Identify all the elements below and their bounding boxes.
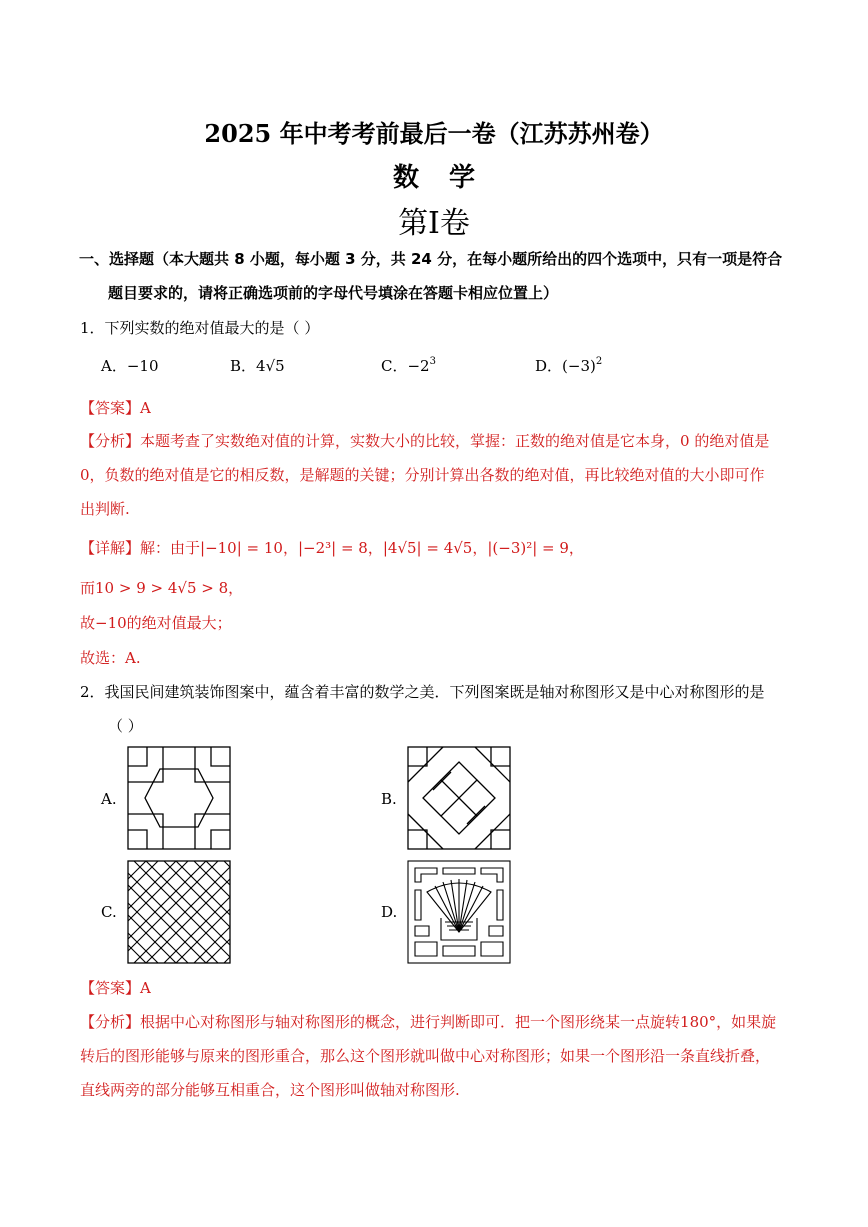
q2-option-c-label: C. bbox=[101, 903, 117, 921]
q2-analysis-line2: 转后的图形能够与原来的图形重合，那么这个图形就叫做中心对称图形；如果一个图形沿一条直线折叠， bbox=[80, 1047, 771, 1065]
subject-title: 数学 bbox=[392, 163, 505, 193]
q1-option-d-exp: 2 bbox=[595, 356, 603, 367]
q1-analysis-line3: 出判断. bbox=[80, 500, 130, 518]
q2-analysis-line1 bbox=[80, 1011, 776, 1032]
q1-option-b bbox=[230, 355, 285, 376]
q1-option-a-label: A． bbox=[101, 357, 127, 375]
q2-option-b-figure bbox=[407, 746, 511, 850]
q2-option-a-label: A. bbox=[101, 790, 117, 808]
q1-option-b-value: 4√5 bbox=[256, 357, 285, 375]
q2-stem-line1: 2．我国民间建筑装饰图案中，蕴含着丰富的数学之美．下列图案既是轴对称图形又是中心对称图形的是 bbox=[80, 683, 765, 701]
q1-analysis-text1: 本题考查了实数绝对值的计算，实数大小的比较，掌握：正数的绝对值是它本身，0 的绝对值是 bbox=[140, 432, 770, 450]
q1-detail-line2: 而10 > 9 > 4√5 > 8， bbox=[80, 579, 244, 597]
q2-answer: 【答案】A bbox=[80, 979, 151, 997]
q1-analysis-line1 bbox=[80, 430, 769, 451]
q1-detail-tag: 【详解】 bbox=[80, 539, 141, 557]
q1-detail-text1: 解：由于|−10| = 10，|−2³| = 8，|4√5| = 4√5，|(−3)²| = 9， bbox=[140, 539, 584, 557]
q1-option-d bbox=[535, 355, 602, 376]
section-heading-line2: 题目要求的，请将正确选项前的字母代号填涂在答题卡相应位置上） bbox=[108, 284, 559, 302]
q1-analysis-tag: 【分析】 bbox=[80, 432, 141, 450]
q2-option-c-figure bbox=[127, 860, 231, 964]
q2-option-b-label: B. bbox=[381, 790, 397, 808]
q2-option-d-figure bbox=[407, 860, 511, 964]
q2-option-a-figure bbox=[127, 746, 231, 850]
q1-option-c-label: C． bbox=[381, 357, 408, 375]
q1-option-c-value: −2 bbox=[407, 357, 430, 375]
q1-option-a bbox=[101, 355, 159, 376]
q1-option-d-value: (−3) bbox=[562, 357, 596, 375]
q1-detail-line1 bbox=[80, 537, 584, 558]
q1-detail-line4: 故选：A. bbox=[80, 649, 141, 667]
q2-option-d-label: D. bbox=[381, 903, 398, 921]
q1-option-d-label: D． bbox=[535, 357, 563, 375]
page-title: 2025 年中考考前最后一卷（江苏苏州卷） bbox=[204, 119, 664, 148]
q1-option-b-label: B． bbox=[230, 357, 257, 375]
q2-stem-line2: （ ） bbox=[108, 717, 143, 735]
q2-analysis-text1: 根据中心对称图形与轴对称图形的概念，进行判断即可．把一个图形绕某一点旋转180°，如果旋 bbox=[140, 1013, 777, 1031]
q1-option-c bbox=[381, 355, 436, 376]
q1-stem: 1．下列实数的绝对值最大的是（ ） bbox=[80, 319, 320, 337]
q1-answer: 【答案】A bbox=[80, 399, 151, 417]
q2-analysis-line3: 直线两旁的部分能够互相重合，这个图形叫做轴对称图形. bbox=[80, 1081, 460, 1099]
q1-option-a-value: −10 bbox=[126, 357, 159, 375]
section-heading-line1: 一、选择题（本大题共 8 小题，每小题 3 分，共 24 分，在每小题所给出的四个选项中，只有一项是符合 bbox=[79, 250, 783, 268]
q1-option-c-exp: 3 bbox=[429, 356, 436, 367]
volume-title: 第I卷 bbox=[398, 206, 470, 241]
q1-analysis-line2: 0，负数的绝对值是它的相反数，是解题的关键；分别计算出各数的绝对值，再比较绝对值的大小即可作 bbox=[80, 466, 765, 484]
q1-detail-line3: 故−10的绝对值最大； bbox=[80, 614, 232, 632]
q2-analysis-tag: 【分析】 bbox=[80, 1013, 141, 1031]
